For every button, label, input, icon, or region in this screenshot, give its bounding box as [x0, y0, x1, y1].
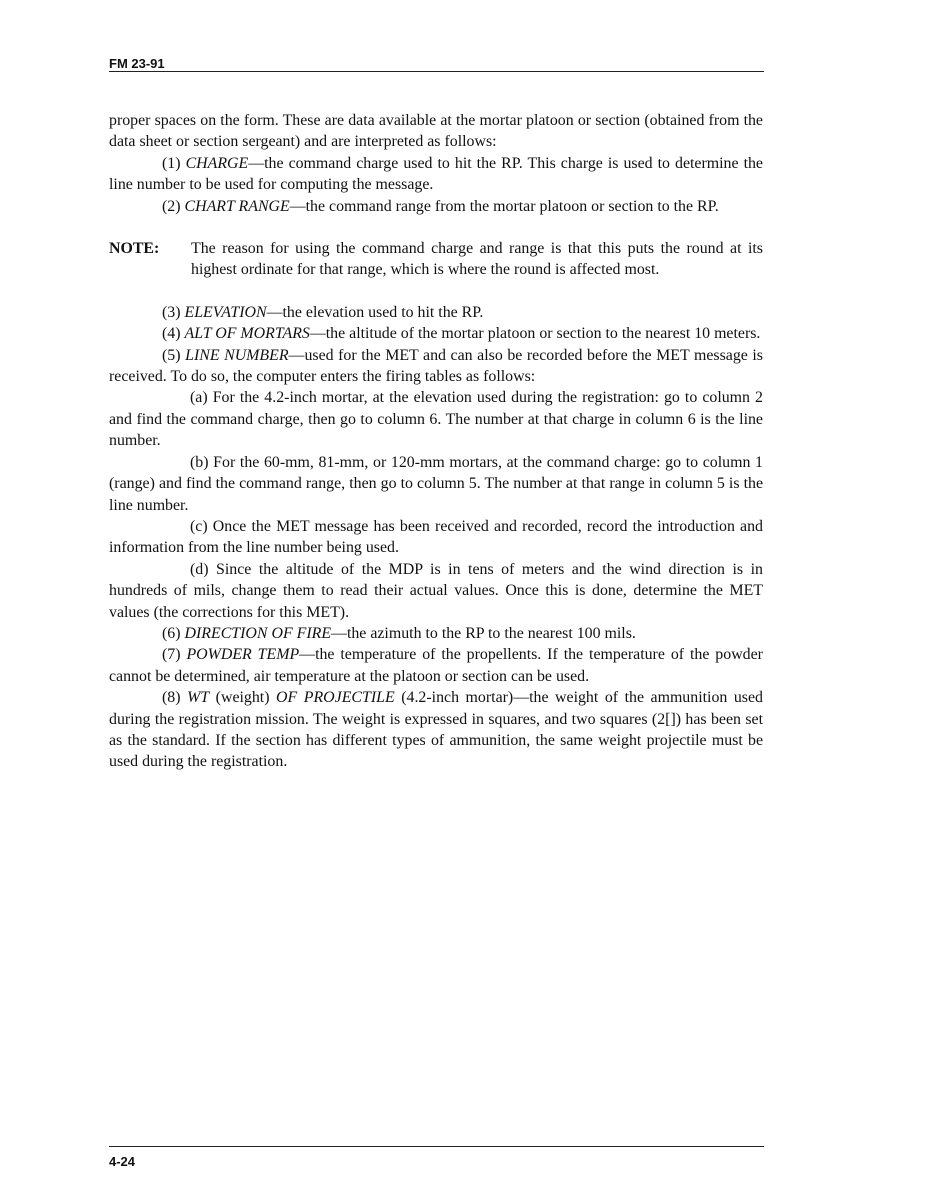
- page-body: [109, 110, 763, 773]
- paragraph-7: (7) POWDER TEMP—the temperature of the propellents. If the temperature of the powder cannot be determined, air temperature at the platoon or section can be used.: [109, 646, 763, 685]
- intro-paragraph: proper spaces on the form. These are data available at the mortar platoon or section (obtained from the data sheet or section sergeant) and are interpreted as follows:: [109, 112, 763, 151]
- paragraph-2: (2) CHART RANGE—the command range from the mortar platoon or section to the RP.: [162, 197, 719, 215]
- paragraph-5d: (d) Since the altitude of the MDP is in tens of meters and the wind direction is in hundreds of mils, change them to read their actual values. Once this is done, determine the MET values (the corrections for this MET).: [109, 560, 763, 621]
- paragraph-5: (5) LINE NUMBER—used for the MET and can also be recorded before the MET message is received. To do so, the computer enters the firing tables as follows:: [109, 346, 763, 386]
- paragraph-5a: (a) For the 4.2-inch mortar, at the elevation used during the registration: go to column 2 and find the command charge, then go to column 6. The number at that charge in column 6 is the line number.: [109, 389, 763, 450]
- paragraph-8: (8) WT (weight) OF PROJECTILE (4.2-inch mortar)—the weight of the ammunition used during the registration mission. The weight is expressed in squares, and two squares (2[]) has been set as the standard. If the section has different types of ammunition, the same weight projectile must be used during the registration.: [109, 689, 763, 771]
- paragraph-1: (1) CHARGE—the command charge used to hit the RP. This charge is used to determine the line number to be used for computing the message.: [109, 154, 763, 194]
- paragraph-3: (3) ELEVATION—the elevation used to hit the RP.: [162, 303, 484, 321]
- note-label: NOTE:: [109, 240, 160, 258]
- page-number: 4-24: [109, 1154, 136, 1169]
- footer-rule: [109, 1146, 764, 1147]
- note-block: [109, 238, 763, 281]
- paragraph-6: (6) DIRECTION OF FIRE—the azimuth to the RP to the nearest 100 mils.: [162, 624, 636, 642]
- note-text: The reason for using the command charge and range is that this puts the round at its highest ordinate for that range, which is where the round is affected most.: [191, 240, 763, 279]
- paragraph-5b: (b) For the 60-mm, 81-mm, or 120-mm mortars, at the command charge: go to column 1 (range) and find the command range, then go to column 5. The number at that range in column 5 is the line number.: [109, 453, 763, 514]
- header-rule: [109, 71, 764, 72]
- paragraph-5c: (c) Once the MET message has been received and recorded, record the introduction and information from the line number being used.: [109, 517, 763, 557]
- paragraph-4: (4) ALT OF MORTARS—the altitude of the mortar platoon or section to the nearest 10 meters.: [162, 325, 761, 343]
- running-header: FM 23-91: [109, 56, 165, 71]
